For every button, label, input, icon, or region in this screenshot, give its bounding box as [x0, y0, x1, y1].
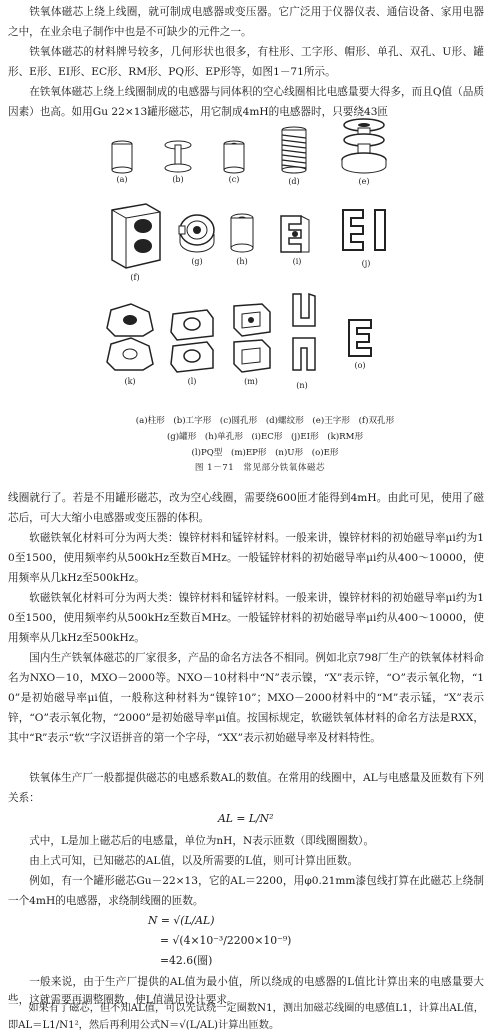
figure-item-e [334, 118, 394, 187]
figure-label-l: (l) [187, 377, 197, 386]
figure-item-g [174, 212, 220, 267]
figure-item-n [282, 290, 322, 391]
figure-caption: 图 1－71 常见部分铁氧体磁芯 [194, 463, 326, 473]
figure-item-i [272, 212, 322, 267]
figure-label-a: (a) [116, 175, 128, 184]
i-shape-core-icon [163, 140, 193, 174]
single-hole-core-icon [228, 212, 256, 256]
figure-item-b [156, 140, 200, 185]
figure-item-c [212, 140, 256, 185]
figure-item-j [336, 206, 396, 269]
ei-core-icon [339, 206, 393, 258]
formula-n: N = √(L/AL) [148, 914, 215, 927]
paragraph-compute-turns: 由上式可知，已知磁芯的AL值，以及所需要的L值，则可计算出匝数。 [29, 855, 359, 867]
figure-label-f: (f) [130, 273, 140, 282]
figure-legend-line-2: (g)罐形 (h)单孔形 (i)EC形 (j)EI形 (k)RM形 [166, 432, 364, 442]
double-hole-core-icon [106, 202, 164, 272]
paragraph-intro: 铁氧体磁芯上绕上线圈，就可制成电感器或变压器。它广泛用于仪器仪表、通信设备、家用电器之中，在业余电子制作中也是不可缺少的元件之一。 [8, 6, 484, 38]
figure-ferrite-cores [100, 140, 400, 435]
paragraph-advantage: 在铁氧体磁芯上绕上线圈制成的电感器与同体积的空心线圈相比电感量要大得多，而且Q值（品质因素）也高。如用Gu 22×13罐形磁芯，用它制成4mH的电感器时，只要绕43匝 [8, 86, 484, 118]
paragraph-shapes: 铁氧体磁芯的材料牌号较多，几何形状也很多，有柱形、工字形、帽形、单孔、双孔、U形、罐形、E形、EI形、EC形、RM形、PQ形、EP形等，如图1－71所示。 [8, 46, 484, 78]
u-core-icon [287, 290, 317, 380]
formula-substitution: = √(4×10⁻³/2200×10⁻⁹) [160, 934, 292, 947]
figure-item-a [100, 140, 144, 185]
paragraph-formula-note: 式中，L是加上磁芯后的电感量，单位为nH，N表示匝数（即线圈圈数）。 [29, 835, 375, 847]
figure-item-d [272, 126, 316, 187]
figure-label-h: (h) [236, 257, 248, 266]
paragraph-material-1: 软磁铁氧化材料可分为两大类：镍锌材料和锰锌材料。一般来讲，镍锌材料的初始磁导率μi约为10至1500，使用频率约从500kHz至数百MHz。一般锰锌材料的初始磁导率μi约从400～10000，使用频率从几kHz至500kHz。 [8, 532, 484, 584]
formula-result: =42.6(圈) [160, 954, 213, 967]
paragraph-naming: 国内生产铁氧体磁芯的厂家很多，产品的命名方法各不相同。例如北京798厂生产的铁氧体材料命名为NXO－10，MXO－2000等。NXO－10材料中“N”表示镍，“X”表示锌，“O”表示氧化物，“10”是初始磁导率μi值，一般称这种材料为“镍锌10”；MXO－2000材料中的“M”表示锰，“X”表示锌，“O”表示氧化物，“2000”是初始磁导率μi值。按国标规定，软磁铁氧体材料的命名方法是RXX，其中“R”表示“软”字汉语拼音的第一个字母，“XX”表示初始磁导率及材料特性。 [8, 652, 484, 744]
figure-legend-line-3: (l)PQ型 (m)EP形 (n)U形 (o)E形 [191, 448, 339, 458]
figure-label-c: (c) [228, 175, 240, 184]
figure-item-m [224, 300, 278, 387]
paragraph-material-2: 软磁铁氧化材料可分为两大类：镍锌材料和锰锌材料。一般来讲，镍锌材料的初始磁导率μi约为10至1500，使用频率约从500kHz至数百MHz。一般锰锌材料的初始磁导率μi约从400～10000，使用频率从几kHz至500kHz。 [8, 592, 484, 644]
wang-shape-core-icon [340, 118, 388, 176]
figure-label-i: (i) [292, 257, 302, 266]
paragraph-air-coil: 线圈就行了。若是不用罐形磁芯，改为空心线圈，需要绕600匝才能得到4mH。由此可见，使用了磁芯后，可大大缩小电感器或变压器的体积。 [8, 492, 484, 524]
paragraph-al-value: 铁氧体生产厂一般都提供磁芯的电感系数AL的数值。在常用的线圈中，AL与电感量及匝数有下列关系： [8, 772, 484, 804]
thread-core-icon [279, 126, 309, 176]
hole-core-icon [222, 140, 246, 174]
figure-label-b: (b) [172, 175, 184, 184]
figure-label-j: (j) [361, 259, 371, 268]
figure-legend-line-1: (a)柱形 (b)工字形 (c)圆孔形 (d)螺纹形 (e)王字形 (f)双孔形 [135, 416, 395, 426]
figure-item-f [100, 202, 170, 283]
figure-item-o [340, 316, 380, 371]
figure-label-g: (g) [191, 257, 203, 266]
figure-item-h [222, 212, 262, 267]
formula-al: AL = L/N² [218, 812, 274, 825]
rod-core-icon [110, 140, 134, 174]
figure-label-n: (n) [296, 381, 308, 390]
rm-core-icon [103, 300, 157, 376]
figure-item-l [164, 306, 220, 387]
figure-label-o: (o) [354, 361, 366, 370]
figure-label-k: (k) [124, 377, 136, 386]
figure-label-m: (m) [244, 377, 258, 386]
figure-label-e: (e) [358, 177, 370, 186]
pq-core-icon [167, 306, 217, 376]
paragraph-example: 例如，有一个罐形磁芯Gu－22×13，它的AL＝2200，用φ0.21mm漆包线打算在此磁芯上绕制一个4mH的电感器，求绕制线圈的匝数。 [8, 875, 484, 907]
figure-label-d: (d) [288, 177, 300, 186]
figure-item-k [100, 300, 160, 387]
e-core-icon [345, 316, 375, 360]
paragraph-adjustment: 一般来说，由于生产厂提供的AL值为最小值，所以绕成的电感器的L值比计算出来的电感量要大些，这就需要再调整圈数，使L值满足设计要求。 [8, 976, 484, 1006]
pot-core-icon [177, 212, 217, 256]
ep-core-icon [226, 300, 276, 376]
paragraph-measure-al: 如果有了磁芯，但不知AL值，可以先试绕一定圈数N1，测出加磁芯线圈的电感值L1，计算出AL值，即AL＝L1/N1²，然后再利用公式N＝√(L/AL)计算出匝数。 [8, 1003, 484, 1031]
ec-core-icon [275, 212, 319, 256]
